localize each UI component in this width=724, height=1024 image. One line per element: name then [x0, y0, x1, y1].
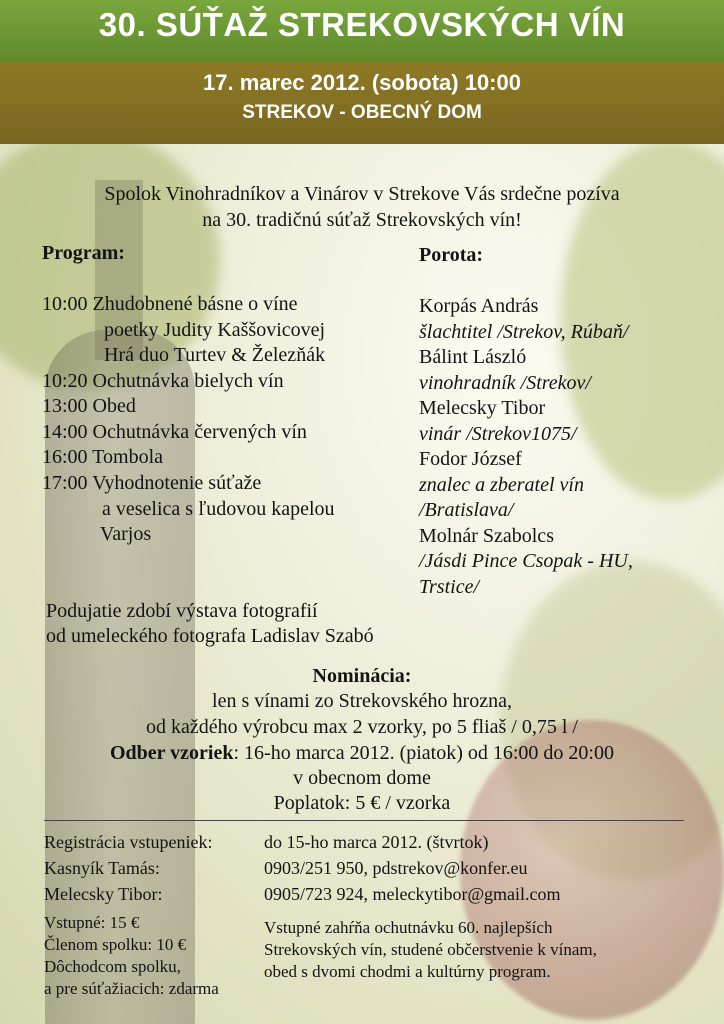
- event-title: 30. SÚŤAŽ STREKOVSKÝCH VÍN: [98, 6, 626, 43]
- jury-line: vinár /Strekov1075/: [419, 423, 577, 445]
- program-line: Hrá duo Turtev & Železňák: [104, 344, 326, 366]
- sample-collection-label: Odber vzoriek: [109, 742, 234, 764]
- jury-line: Fodor József: [419, 448, 522, 470]
- price-line: Vstupné: 15 €: [44, 913, 140, 932]
- title-banner: [0, 0, 724, 62]
- sample-collection-text: : 16-ho marca 2012. (piatok) od 16:00 do 20:00: [233, 742, 614, 764]
- includes-line: Strekovských vín, studené občerstvenie k vínam,: [264, 940, 597, 959]
- includes-line: obed s dvomi chodmi a kultúrny program.: [264, 962, 551, 981]
- program-line: 16:00 Tombola: [42, 446, 164, 468]
- program-line: Varjos: [100, 523, 152, 545]
- contact-info: 0903/251 950, pdstrekov@konfer.eu: [264, 858, 528, 878]
- program-line: 17:00 Vyhodnotenie súťaže: [42, 472, 262, 494]
- program-line: a veselica s ľudovou kapelou: [102, 498, 335, 520]
- jury-line: Molnár Szabolcs: [419, 525, 554, 547]
- event-date: 17. marec 2012. (sobota) 10:00: [203, 70, 521, 95]
- registration-label: Registrácia vstupeniek:: [44, 832, 213, 852]
- program-line: 14:00 Ochutnávka červených vín: [42, 421, 307, 443]
- contact-name: Melecsky Tibor:: [44, 884, 163, 904]
- jury-line: Melecsky Tibor: [419, 397, 546, 419]
- jury-line: Trstice/: [419, 576, 480, 598]
- nomination-line-4: v obecnom dome: [293, 767, 431, 789]
- jury-line: /Jásdi Pince Csopak - HU,: [419, 550, 633, 572]
- exhibition-line-1: Podujatie zdobí výstava fotografií: [46, 600, 318, 622]
- price-line: a pre súťažiacich: zdarma: [44, 979, 219, 998]
- includes-line: Vstupné zahŕňa ochutnávku 60. najlepších: [264, 918, 553, 937]
- nomination-line-1: len s vínami zo Strekovského hrozna,: [212, 690, 512, 712]
- jury-line: vinohradník /Strekov/: [419, 372, 591, 394]
- jury-heading: Porota:: [419, 244, 484, 266]
- nomination-heading: Nominácia:: [312, 665, 412, 687]
- program-line: poetky Judity Kaššovicovej: [104, 319, 326, 341]
- program-line: 10:00 Zhudobnené básne o víne: [42, 293, 298, 315]
- price-line: Členom spolku: 10 €: [44, 935, 187, 954]
- program-line: 13:00 Obed: [42, 395, 136, 417]
- divider: [44, 820, 684, 821]
- jury-line: šlachtitel /Strekov, Rúbaň/: [419, 321, 629, 343]
- price-line: Dôchodcom spolku,: [44, 957, 181, 976]
- event-place: STREKOV - OBECNÝ DOM: [242, 102, 482, 123]
- contact-info: 0905/723 924, meleckytibor@gmail.com: [264, 884, 561, 904]
- jury-line: Korpás András: [419, 295, 539, 317]
- intro-line-1: Spolok Vinohradníkov a Vinárov v Strekove Vás srdečne pozíva: [104, 183, 620, 205]
- jury-line: znalec a zberatel vín: [419, 474, 584, 496]
- contact-name: Kasnyík Tamás:: [44, 858, 160, 878]
- date-banner: [0, 62, 724, 144]
- exhibition-line-2: od umeleckého fotografa Ladislav Szabó: [46, 625, 374, 647]
- jury-line: /Bratislava/: [419, 499, 514, 521]
- jury-line: Bálint László: [419, 346, 527, 368]
- nomination-line-2: od každého výrobcu max 2 vzorky, po 5 fliaš / 0,75 l /: [146, 716, 578, 738]
- program-heading: Program:: [42, 242, 125, 264]
- registration-deadline: do 15-ho marca 2012. (štvrtok): [264, 832, 489, 852]
- sample-collection: [0, 741, 724, 766]
- sample-fee: Poplatok: 5 € / vzorka: [273, 792, 451, 814]
- intro-line-2: na 30. tradičnú súťaž Strekovských vín!: [202, 209, 522, 231]
- program-line: 10:20 Ochutnávka bielych vín: [42, 370, 284, 392]
